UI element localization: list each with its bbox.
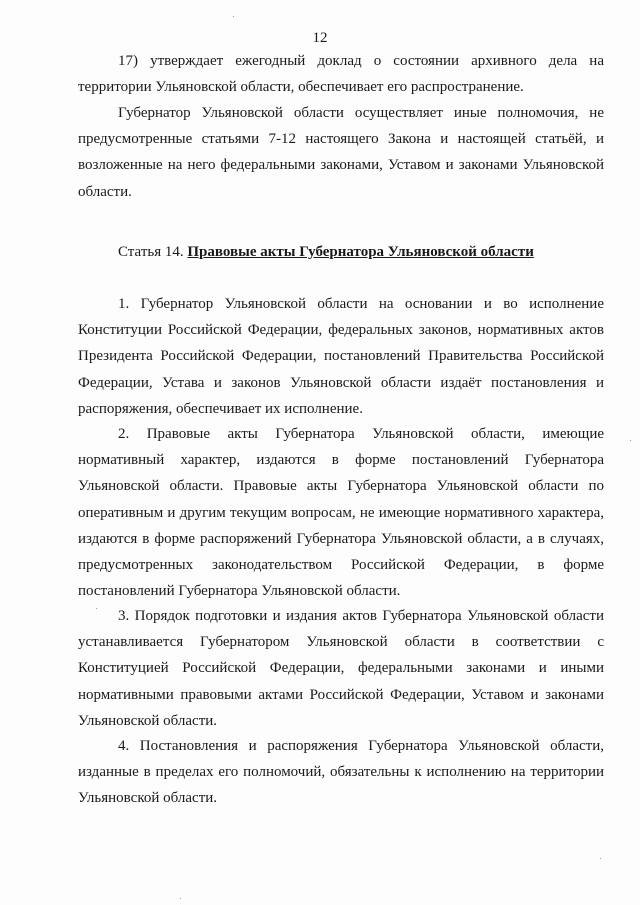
scan-speck	[233, 16, 234, 17]
paragraph-article-part-4: 4. Постановления и распоряжения Губернатора Ульяновской области, изданные в пределах его полномочий, обязательны к исполнению на территории Ульяновской области.	[78, 738, 604, 807]
paragraph-article-part-2: 2. Правовые акты Губернатора Ульяновской области, имеющие нормативный характер, издаются в форме постановлений Губернатора Ульяновской области. Правовые акты Губернатора Ульяновской области по оперативным и другим текущим вопросам, не имеющие нормативного характера, издаются в форме распоряжений Губернатора Ульяновской области, а в случаях, предусмотренных законодательством Российской Федерации, в форме постановлений Губернатора Ульяновской области.	[78, 426, 604, 600]
scan-speck	[180, 898, 181, 899]
article-title: Правовые акты Губернатора Ульяновской области	[187, 244, 534, 260]
paragraph-article-part-3: 3. Порядок подготовки и издания актов Губернатора Ульяновской области устанавливается Губернатором Ульяновской области в соответствии с Конституцией Российской Федерации, федеральными законами и иными нормативными правовыми актами Российской Федерации, Уставом и законами Ульяновской области.	[78, 608, 604, 729]
article-heading	[118, 241, 534, 263]
scan-speck	[96, 608, 97, 609]
paragraph-other-powers: Губернатор Ульяновской области осуществляет иные полномочия, не предусмотренные статьями 7-12 настоящего Закона и настоящей статьёй, и возложенные на него федеральными законами, Уставом и законами Ульяновской области.	[78, 105, 604, 200]
scan-speck	[600, 858, 601, 859]
paragraph-item-17: 17) утверждает ежегодный доклад о состоянии архивного дела на территории Ульяновской области, обеспечивает его распространение.	[78, 53, 604, 96]
paragraph-article-part-1: 1. Губернатор Ульяновской области на основании и во исполнение Конституции Российской Федерации, федеральных законов, нормативных актов Президента Российской Федерации, постановлений Правительства Российской Федерации, Устава и законов Ульяновской области издаёт постановления и распоряжения, обеспечивает их исполнение.	[78, 296, 604, 417]
page-number: 12	[312, 30, 328, 46]
scan-speck	[630, 440, 631, 441]
article-number: Статья 14.	[118, 244, 188, 260]
